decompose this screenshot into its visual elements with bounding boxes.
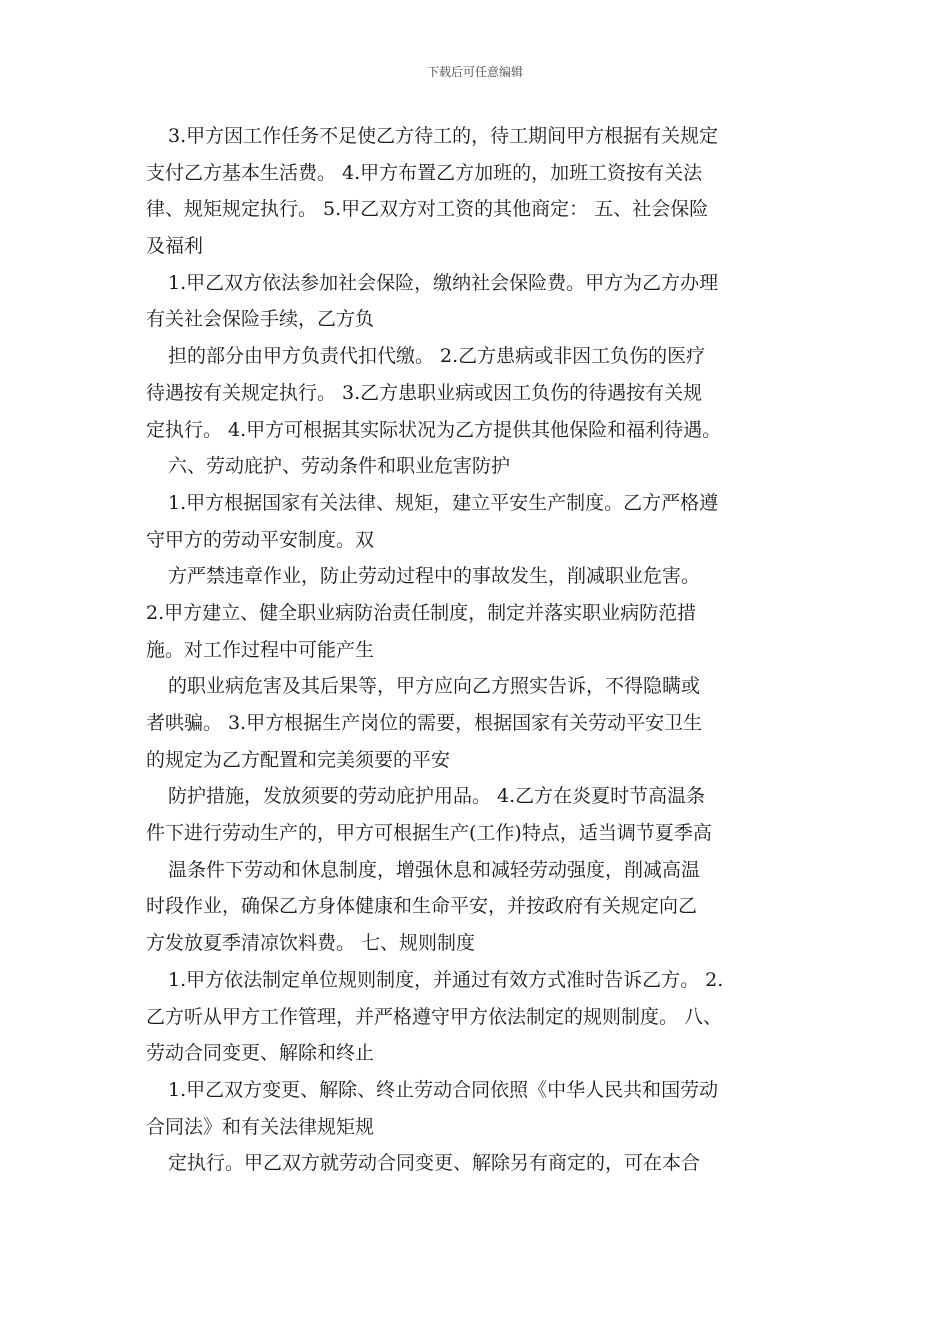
text-line: 有关社会保险手续，乙方负: [146, 308, 375, 331]
text-line: 件下进行劳动生产的，甲方可根据生产(工作)特点，适当调节夏季高: [146, 822, 712, 845]
paragraph-safety-system: [146, 485, 826, 558]
text-line: 的职业病危害及其后果等，甲方应向乙方照实告诉，不得隐瞒或: [168, 675, 701, 698]
text-line: 防护措施，发放须要的劳动庇护用品。 4.乙方在炎夏时节高温条: [168, 785, 706, 808]
text-line: 六、劳动庇护、劳动条件和职业危害防护: [168, 455, 511, 478]
page-header: 下载后可任意编辑: [426, 65, 523, 79]
text-line: 2.甲方建立、健全职业病防治责任制度，制定并落实职业病防范措: [146, 601, 697, 624]
paragraph-contract-execution: [146, 1145, 826, 1182]
text-line: 方严禁违章作业，防止劳动过程中的事故发生，削减职业危害。: [168, 565, 701, 588]
text-line: 定执行。 4.甲方可根据其实际状况为乙方提供其他保险和福利待遇。: [146, 418, 722, 441]
text-line: 及福利: [146, 235, 204, 258]
section-heading-labor-protection: [146, 448, 826, 485]
paragraph-hazard-disclosure: [146, 668, 826, 778]
paragraph-occupational-disease: [146, 558, 826, 668]
text-line: 1.甲乙双方依法参加社会保险，缴纳社会保险费。甲方为乙方办理: [168, 271, 719, 294]
text-line: 1.甲方依法制定单位规则制度，并通过有效方式准时告诉乙方。 2.: [168, 968, 724, 991]
text-line: 1.甲方根据国家有关法律、规矩，建立平安生产制度。乙方严格遵: [168, 491, 719, 514]
text-line: 担的部分由甲方负责代扣代缴。 2.乙方患病或非因工负伤的医疗: [168, 345, 706, 368]
document-body: [146, 118, 826, 1182]
text-line: 劳动合同变更、解除和终止: [146, 1042, 375, 1065]
text-line: 者哄骗。 3.甲方根据生产岗位的需要，根据国家有关劳动平安卫生: [146, 712, 703, 734]
paragraph-wage-terms: [146, 118, 826, 265]
text-line: 乙方听从甲方工作管理，并严格遵守甲方依法制定的规则制度。 八、: [146, 1005, 723, 1028]
text-line: 律、规矩规定执行。 5.甲乙双方对工资的其他商定： 五、社会保险: [146, 198, 709, 221]
text-line: 的规定为乙方配置和完美须要的平安: [146, 748, 451, 771]
text-line: 支付乙方基本生活费。 4.甲方布置乙方加班的，加班工资按有关法: [146, 161, 703, 184]
text-line: 方发放夏季清凉饮料费。 七、规则制度: [146, 932, 476, 955]
paragraph-rules-system: [146, 962, 826, 1072]
text-line: 3.甲方因工作任务不足使乙方待工的，待工期间甲方根据有关规定: [168, 125, 719, 147]
text-line: 合同法》和有关法律规矩规: [146, 1115, 375, 1138]
text-line: 1.甲乙双方变更、解除、终止劳动合同依照《中华人民共和国劳动: [168, 1078, 719, 1101]
text-line: 定执行。甲乙双方就劳动合同变更、解除另有商定的，可在本合: [168, 1152, 701, 1175]
paragraph-insurance-continued: [146, 338, 826, 448]
text-line: 待遇按有关规定执行。 3.乙方患职业病或因工负伤的待遇按有关规: [146, 381, 703, 404]
paragraph-social-insurance: [146, 265, 826, 338]
text-line: 守甲方的劳动平安制度。双: [146, 528, 375, 551]
text-line: 施。对工作过程中可能产生: [146, 638, 375, 661]
paragraph-protective-equipment: [146, 778, 826, 851]
paragraph-contract-change: [146, 1072, 826, 1145]
paragraph-high-temperature: [146, 852, 826, 962]
text-line: 温条件下劳动和休息制度，增强休息和减轻劳动强度，削减高温: [168, 858, 701, 881]
text-line: 时段作业，确保乙方身体健康和生命平安，并按政府有关规定向乙: [146, 895, 698, 918]
